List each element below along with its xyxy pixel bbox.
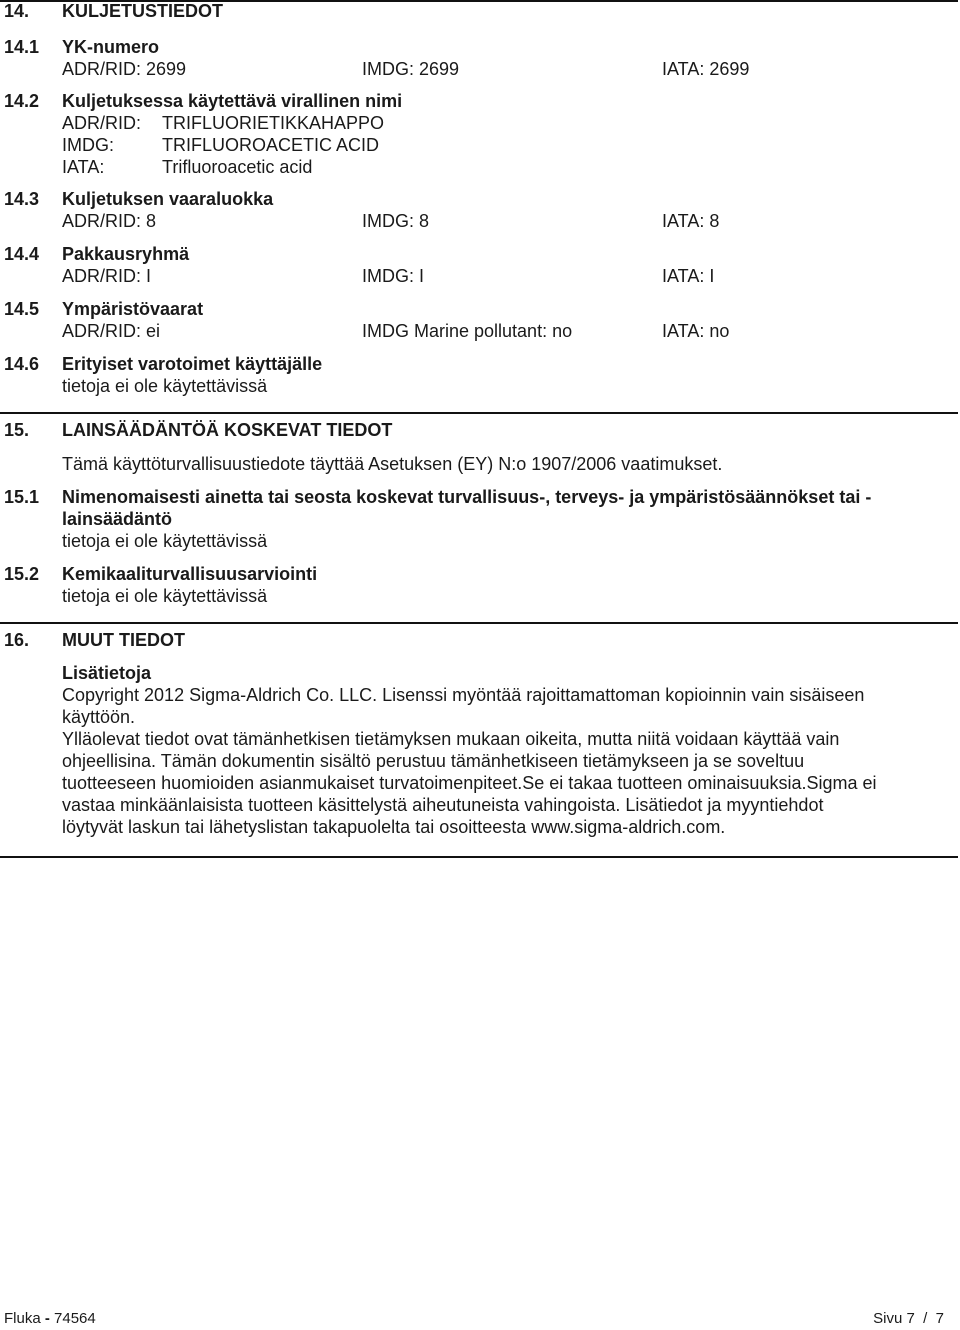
subsection-14-2 xyxy=(0,90,958,112)
subsection-number: 14.2 xyxy=(4,91,40,111)
product-brand: Fluka xyxy=(4,1310,41,1327)
subsection-number: 14.3 xyxy=(4,189,40,209)
further-info-title: Lisätietoja xyxy=(62,663,152,683)
section-rule xyxy=(0,412,958,414)
text-line: löytyvät laskun tai lähetyslistan takapuolelta tai osoitteesta www.sigma-aldrich.com. xyxy=(62,817,726,837)
subsection-14-5 xyxy=(0,298,958,320)
iata-value: IATA: I xyxy=(662,266,715,286)
further-info-text xyxy=(62,684,922,838)
shipping-name-row xyxy=(62,112,942,134)
subsection-title: Kemikaaliturvallisuusarviointi xyxy=(62,564,318,584)
packing-group-row xyxy=(62,265,942,287)
imdg-value: IMDG: 8 xyxy=(362,211,430,231)
text-line: vastaa minkäänlaisista tuotteen käsittelystä aiheutuneista vahingoista. Lisätiedot ja myyntiehdot xyxy=(62,795,824,815)
subsection-14-1 xyxy=(0,36,958,58)
section-15-header xyxy=(0,419,958,441)
subsection-title: Kuljetuksen vaaraluokka xyxy=(62,189,274,209)
imdg-value: IMDG Marine pollutant: no xyxy=(362,321,573,341)
section-16-header xyxy=(0,629,958,651)
shipping-name-row xyxy=(62,134,942,156)
iata-value: IATA: 8 xyxy=(662,211,720,231)
subsection-number: 14.6 xyxy=(4,354,40,374)
subsection-title: YK-numero xyxy=(62,37,160,57)
product-separator: - xyxy=(40,1310,55,1327)
mode-label: ADR/RID: xyxy=(62,113,142,133)
subsection-15-2 xyxy=(0,563,958,585)
subsection-number: 14.1 xyxy=(4,37,40,57)
subsection-number: 15.2 xyxy=(4,564,40,584)
subsection-title: Pakkausryhmä xyxy=(62,244,190,264)
section-title: LAINSÄÄDÄNTÖÄ KOSKEVAT TIEDOT xyxy=(62,420,393,440)
shipping-name: Trifluoroacetic acid xyxy=(162,157,313,177)
text-line: käyttöön. xyxy=(62,707,136,727)
subsection-title: Kuljetuksessa käytettävä virallinen nimi xyxy=(62,91,403,111)
subsection-14-3 xyxy=(0,188,958,210)
no-data-text: tietoja ei ole käytettävissä xyxy=(62,376,268,396)
subsection-14-4 xyxy=(0,243,958,265)
section-rule xyxy=(0,856,958,858)
mode-label: IMDG: xyxy=(62,135,114,155)
imdg-value: IMDG: I xyxy=(362,266,424,286)
page-number: Sivu 7 / 7 xyxy=(873,1310,944,1327)
text-line: Copyright 2012 Sigma-Aldrich Co. LLC. Lisenssi myöntää rajoittamattoman kopioinnin vain sisäiseen xyxy=(62,685,865,705)
text-line: Ylläolevat tiedot ovat tämänhetkisen tietämyksen mukaan oikeita, mutta niitä voidaan käyttää vain xyxy=(62,729,840,749)
subsection-title-cont: lainsäädäntö xyxy=(62,509,173,529)
section-rule xyxy=(0,0,958,2)
adr-value: ADR/RID: I xyxy=(62,266,152,286)
adr-value: ADR/RID: 2699 xyxy=(62,59,187,79)
environmental-row xyxy=(62,320,942,342)
hazard-class-row xyxy=(62,210,942,232)
subsection-number: 15.1 xyxy=(4,487,40,507)
subsection-14-6 xyxy=(0,353,958,375)
adr-value: ADR/RID: ei xyxy=(62,321,161,341)
un-number-row xyxy=(62,58,942,80)
subsection-number: 14.5 xyxy=(4,299,40,319)
iata-value: IATA: no xyxy=(662,321,730,341)
subsection-title: Nimenomaisesti ainetta tai seosta koskevat turvallisuus-, terveys- ja ympäristösäännökset tai - xyxy=(62,487,872,507)
section-number: 15. xyxy=(4,420,30,440)
shipping-name: TRIFLUORIETIKKAHAPPO xyxy=(162,113,385,133)
subsection-title: Erityiset varotoimet käyttäjälle xyxy=(62,354,323,374)
section-number: 16. xyxy=(4,630,30,650)
subsection-title: Ympäristövaarat xyxy=(62,299,204,319)
shipping-name-row xyxy=(62,156,942,178)
section-title: KULJETUSTIEDOT xyxy=(62,1,224,21)
iata-value: IATA: 2699 xyxy=(662,59,750,79)
section-rule xyxy=(0,622,958,624)
no-data-text: tietoja ei ole käytettävissä xyxy=(62,531,268,551)
text-line: tuotteeseen huomioiden asianmukaiset turvatoimenpiteet.Se ei takaa tuotteen ominaisuuksia.Sigma ei xyxy=(62,773,877,793)
imdg-value: IMDG: 2699 xyxy=(362,59,460,79)
subsection-15-1 xyxy=(0,486,958,508)
section-number: 14. xyxy=(4,1,30,21)
text-line: ohjeellisina. Tämän dokumentin sisältö perustuu tämänhetkiseen tietämykseen ja se soveltuu xyxy=(62,751,805,771)
subsection-number: 14.4 xyxy=(4,244,40,264)
product-id xyxy=(4,1308,96,1330)
section-14-header xyxy=(0,0,958,22)
shipping-name: TRIFLUOROACETIC ACID xyxy=(162,135,380,155)
regulation-intro: Tämä käyttöturvallisuustiedote täyttää Asetuksen (EY) N:o 1907/2006 vaatimukset. xyxy=(62,454,723,474)
adr-value: ADR/RID: 8 xyxy=(62,211,157,231)
no-data-text: tietoja ei ole käytettävissä xyxy=(62,586,268,606)
mode-label: IATA: xyxy=(62,157,105,177)
section-title: MUUT TIEDOT xyxy=(62,630,185,650)
product-number: 74564 xyxy=(54,1310,96,1327)
